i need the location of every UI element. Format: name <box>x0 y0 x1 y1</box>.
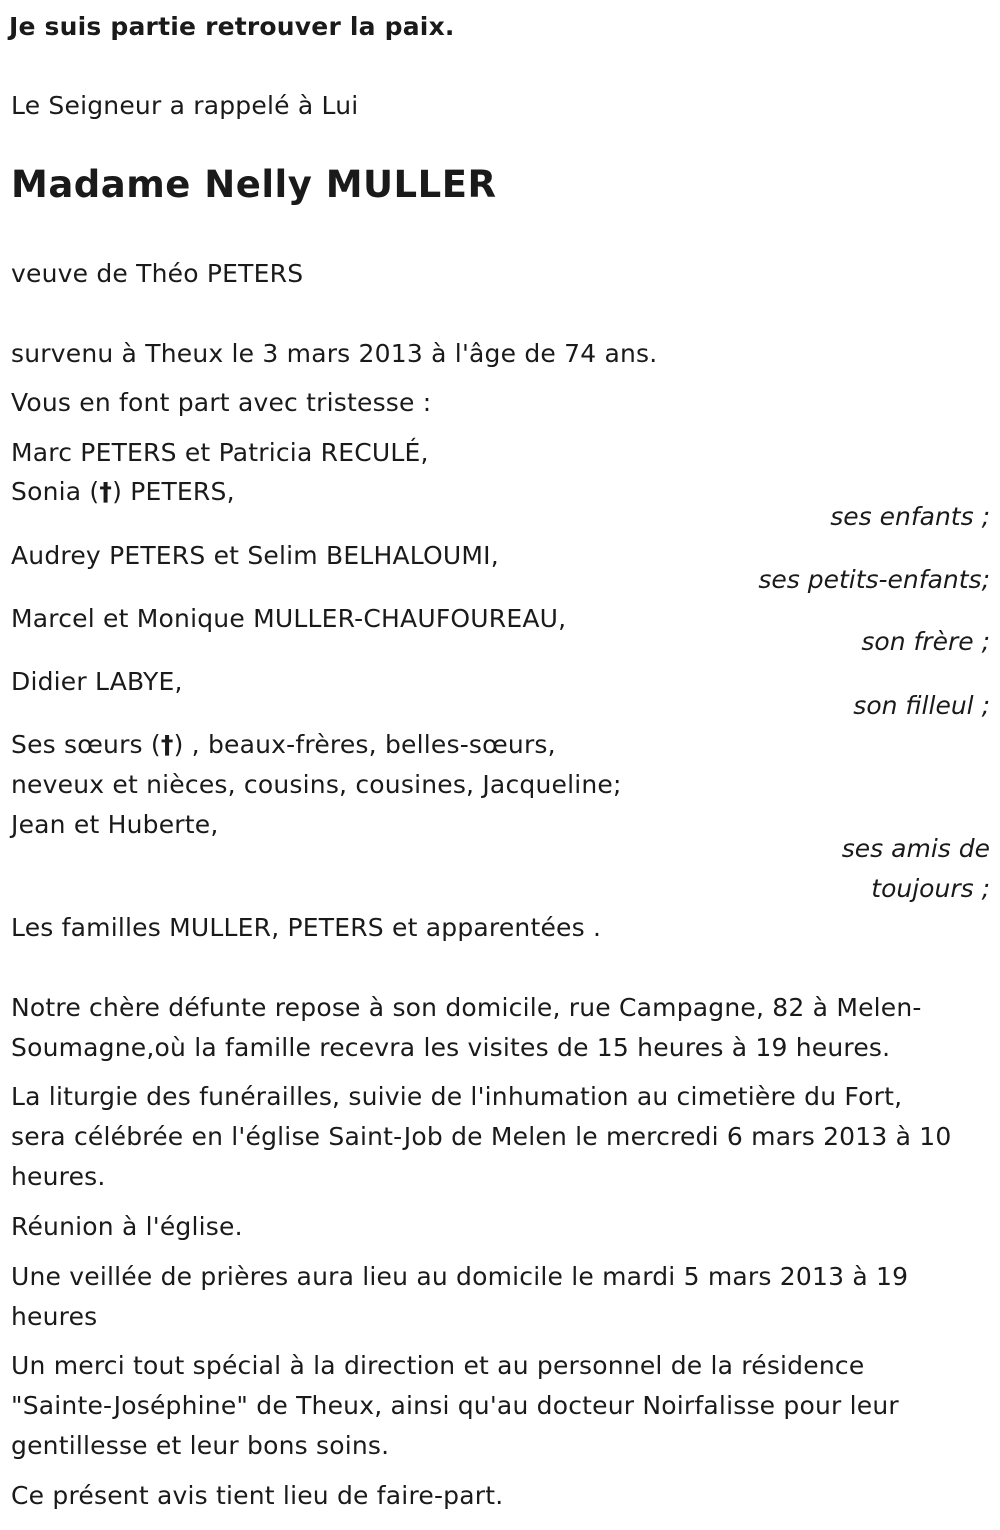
rest-line-2: Soumagne,où la famille recevra les visites de 15 heures à 19 heures. <box>11 1033 891 1062</box>
meeting-line: Réunion à l'église. <box>11 1212 243 1241</box>
sisters-line-2: neveux et nièces, cousins, cousines, Jacqueline; <box>11 770 622 799</box>
death-details: survenu à Theux le 3 mars 2013 à l'âge de 74 ans. <box>11 339 658 368</box>
sisters-line-3: Jean et Huberte, <box>11 810 219 839</box>
children-role: ses enfants ; <box>830 502 990 531</box>
thanks-line-2: "Sainte-Joséphine" de Theux, ainsi qu'au docteur Noirfalisse pour leur <box>11 1391 899 1420</box>
epigraph-quote: Je suis partie retrouver la paix. <box>9 12 455 41</box>
announce-line: Vous en font part avec tristesse : <box>11 388 432 417</box>
widow-of-line: veuve de Théo PETERS <box>11 259 304 288</box>
children-line-2-end: ) PETERS, <box>112 477 235 506</box>
rest-line-1: Notre chère défunte repose à son domicile, rue Campagne, 82 à Melen- <box>11 993 922 1022</box>
godson-role: son filleul ; <box>853 691 990 720</box>
vigil-line-1: Une veillée de prières aura lieu au domicile le mardi 5 mars 2013 à 19 <box>11 1262 909 1291</box>
sisters-line-1 <box>11 725 556 765</box>
liturgy-line-1: La liturgie des funérailles, suivie de l'inhumation au cimetière du Fort, <box>11 1082 903 1111</box>
cross-icon-2: † <box>160 730 174 759</box>
vigil-line-2: heures <box>11 1302 98 1331</box>
sisters-line-1-start: Ses sœurs ( <box>11 730 161 759</box>
godson-line: Didier LABYE, <box>11 667 183 696</box>
children-line-1: Marc PETERS et Patricia RECULÉ, <box>11 438 429 467</box>
families-line: Les familles MULLER, PETERS et apparentées . <box>11 913 602 942</box>
grandchildren-role: ses petits-enfants; <box>758 565 990 594</box>
friends-role-line-1: ses amis de <box>841 834 990 863</box>
children-line-2 <box>11 472 235 512</box>
brother-line: Marcel et Monique MULLER-CHAUFOUREAU, <box>11 604 567 633</box>
children-line-2-start: Sonia ( <box>11 477 100 506</box>
intro-line: Le Seigneur a rappelé à Lui <box>11 91 359 120</box>
thanks-line-3: gentillesse et leur bons soins. <box>11 1431 390 1460</box>
closing-line: Ce présent avis tient lieu de faire-part. <box>11 1481 504 1510</box>
liturgy-line-2: sera célébrée en l'église Saint-Job de Melen le mercredi 6 mars 2013 à 10 <box>11 1122 952 1151</box>
liturgy-line-3: heures. <box>11 1162 106 1191</box>
grandchildren-line: Audrey PETERS et Selim BELHALOUMI, <box>11 541 499 570</box>
deceased-name: Madame Nelly MULLER <box>11 163 497 206</box>
cross-icon: † <box>99 477 113 506</box>
friends-role-line-2: toujours ; <box>871 874 990 903</box>
sisters-line-1-end: ) , beaux-frères, belles-sœurs, <box>173 730 556 759</box>
brother-role: son frère ; <box>861 627 990 656</box>
thanks-line-1: Un merci tout spécial à la direction et au personnel de la résidence <box>11 1351 865 1380</box>
